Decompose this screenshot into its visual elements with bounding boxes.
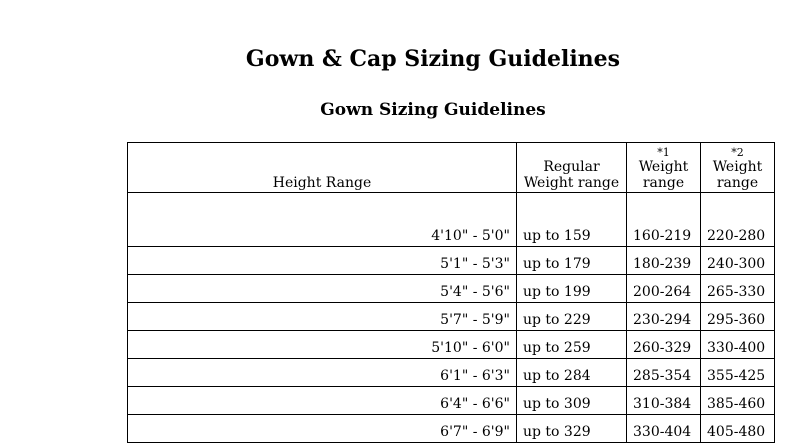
header-plus2-line1: Weight: [712, 159, 763, 175]
plus2-weight-cell: 220-280: [701, 193, 775, 247]
plus1-weight-cell: 200-264: [627, 275, 701, 303]
header-regular-weight: [517, 143, 627, 193]
header-plus2-line2: range: [716, 175, 759, 191]
plus1-weight-cell: 310-384: [627, 387, 701, 415]
section-subtitle: Gown Sizing Guidelines: [320, 100, 546, 120]
height-cell: 5'7" - 5'9": [128, 303, 517, 331]
regular-weight-cell: up to 159: [517, 193, 627, 247]
table-row: [128, 359, 775, 387]
gown-sizing-table: [127, 142, 775, 443]
height-cell: 6'4" - 6'6": [128, 387, 517, 415]
table-header-row: [128, 143, 775, 193]
plus1-weight-cell: 180-239: [627, 247, 701, 275]
regular-weight-cell: up to 179: [517, 247, 627, 275]
header-plus1-note: *1: [657, 146, 670, 159]
plus1-weight-cell: 160-219: [627, 193, 701, 247]
header-regular-line1: Regular: [543, 159, 600, 175]
header-plus1-line2: range: [642, 175, 685, 191]
regular-weight-cell: up to 199: [517, 275, 627, 303]
header-regular-line2: Weight range: [523, 175, 620, 191]
header-plus1-line1: Weight: [638, 159, 689, 175]
plus1-weight-cell: 285-354: [627, 359, 701, 387]
plus2-weight-cell: 265-330: [701, 275, 775, 303]
header-plus2-weight: [701, 143, 775, 193]
table-row: [128, 387, 775, 415]
plus2-weight-cell: 355-425: [701, 359, 775, 387]
plus2-weight-cell: 240-300: [701, 247, 775, 275]
regular-weight-cell: up to 284: [517, 359, 627, 387]
regular-weight-cell: up to 229: [517, 303, 627, 331]
plus1-weight-cell: 230-294: [627, 303, 701, 331]
header-height-range: [128, 143, 517, 193]
table-row: [128, 303, 775, 331]
header-plus2-note: *2: [731, 146, 744, 159]
header-height-range-label: Height Range: [272, 175, 372, 191]
height-cell: 6'1" - 6'3": [128, 359, 517, 387]
regular-weight-cell: up to 329: [517, 415, 627, 443]
table-row: [128, 193, 775, 247]
regular-weight-cell: up to 259: [517, 331, 627, 359]
height-cell: 5'4" - 5'6": [128, 275, 517, 303]
plus2-weight-cell: 330-400: [701, 331, 775, 359]
height-cell: 5'1" - 5'3": [128, 247, 517, 275]
plus1-weight-cell: 260-329: [627, 331, 701, 359]
table-row: [128, 331, 775, 359]
document-title: Gown & Cap Sizing Guidelines: [245, 46, 621, 72]
plus2-weight-cell: 295-360: [701, 303, 775, 331]
plus2-weight-cell: 385-460: [701, 387, 775, 415]
height-cell: 5'10" - 6'0": [128, 331, 517, 359]
plus1-weight-cell: 330-404: [627, 415, 701, 443]
plus2-weight-cell: 405-480: [701, 415, 775, 443]
header-plus1-weight: [627, 143, 701, 193]
height-cell: 6'7" - 6'9": [128, 415, 517, 443]
table-row: [128, 247, 775, 275]
table-row: [128, 275, 775, 303]
regular-weight-cell: up to 309: [517, 387, 627, 415]
height-cell: 4'10" - 5'0": [128, 193, 517, 247]
